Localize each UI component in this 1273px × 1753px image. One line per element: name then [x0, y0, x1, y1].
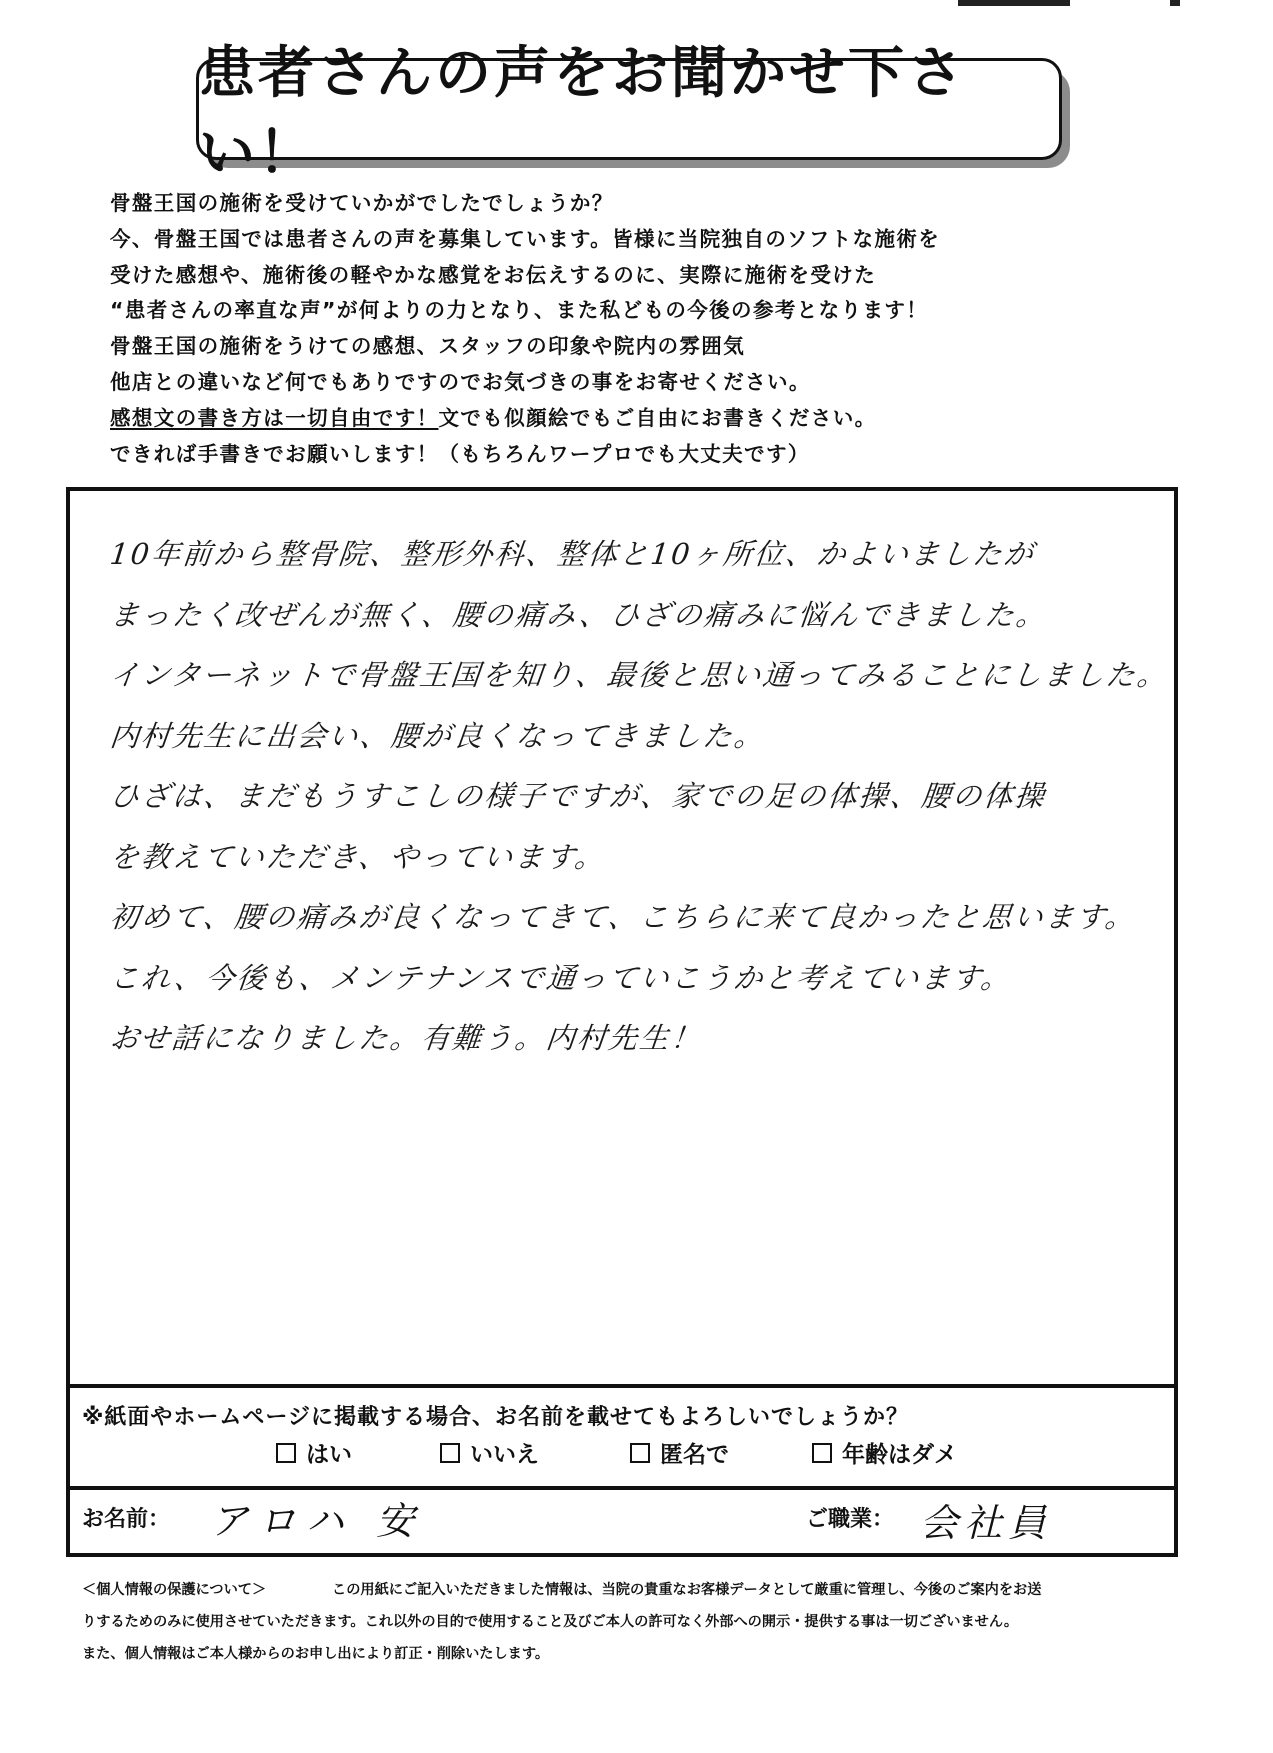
intro-line: 今、骨盤王国では患者さんの声を募集しています。皆様に当院独自のソフトな施術を — [110, 226, 941, 251]
intro-line — [110, 401, 1170, 437]
intro-line: 受けた感想や、施術後の軽やかな感覚をお伝えするのに、実際に施術を受けた — [110, 262, 877, 287]
privacy-heading: ＜個人情報の保護について＞ — [82, 1582, 267, 1598]
handwritten-line: これ、今後も、メンテナンスで通っていこうかと考えています。 — [108, 960, 1014, 995]
intro-text — [110, 186, 1170, 472]
intro-line: できれば手書きでお願いします！（もちろんワープロでも大丈夫です） — [110, 441, 810, 466]
consent-options — [0, 1436, 1273, 1476]
scan-edge-mark — [958, 0, 1070, 6]
handwritten-line: おせ話になりました。有難う。内村先生！ — [108, 1021, 704, 1055]
handwritten-line: 初めて、腰の痛みが良くなってきて、こちらに来て良かったと思います。 — [108, 900, 1138, 934]
privacy-line: また、個人情報はご本人様からのお申し出により訂正・削除いたします。 — [82, 1646, 550, 1662]
handwritten-line: 内村先生に出会い、腰が良くなってきました。 — [108, 718, 768, 753]
page-title: 患者さんの声をお聞かせ下さい！ — [199, 41, 966, 186]
privacy-text: この用紙にご記入いただきました情報は、当院の貴重なお客様データとして厳重に管理し、今後のご案内をお送 — [332, 1582, 1042, 1598]
consent-question: ※紙面やホームページに掲載する場合、お名前を載せてもよろしいでしょうか？ — [82, 1405, 909, 1430]
handwritten-comment — [108, 524, 1171, 1069]
option-anonymous-label: 匿名で — [660, 1442, 729, 1468]
checkbox-anonymous[interactable] — [630, 1443, 650, 1463]
handwritten-line: 10年前から整骨院、整形外科、整体と10ヶ所位、かよいましたが — [108, 537, 1037, 571]
intro-underlined-note: 感想文の書き方は一切自由です！ — [110, 405, 439, 430]
handwritten-line: インターネットで骨盤王国を知り、最後と思い通ってみることにしました。 — [108, 658, 1171, 692]
option-yes-label: はい — [306, 1442, 352, 1468]
option-no-age-label: 年齢はダメ — [842, 1442, 957, 1468]
intro-line: 骨盤王国の施術をうけての感想、スタッフの印象や院内の雰囲気 — [110, 334, 746, 359]
name-label: お名前： — [82, 1507, 171, 1532]
name-value[interactable]: アロハ 安 — [210, 1499, 425, 1543]
title-box — [196, 41, 1062, 186]
occupation-value[interactable]: 会社員 — [920, 1501, 1053, 1545]
privacy-line — [82, 1574, 1192, 1606]
handwritten-line: ひざは、まだもうすこしの様子ですが、家での足の体操、腰の体操 — [108, 779, 1048, 813]
privacy-notice — [82, 1574, 1192, 1670]
intro-line: 骨盤王国の施術を受けていかがでしたでしょうか？ — [110, 191, 614, 215]
intro-line: 他店との違いなど何でもありですのでお気づきの事をお寄せください。 — [110, 369, 811, 394]
checkbox-no-age[interactable] — [812, 1443, 832, 1463]
intro-line-rest: 文でも似顔絵でもご自由にお書きください。 — [438, 405, 877, 430]
option-anonymous[interactable] — [630, 1436, 729, 1469]
intro-line: “患者さんの率直な声”が何よりの力となり、また私どもの今後の参考となります！ — [110, 298, 929, 323]
checkbox-yes[interactable] — [276, 1443, 296, 1463]
option-no-label: いいえ — [470, 1442, 539, 1468]
option-no-age[interactable] — [812, 1436, 957, 1469]
privacy-line: りするためのみに使用させていただきます。これ以外の目的で使用すること及びご本人の許可なく外部への開示・提供する事は一切ございません。 — [82, 1614, 1019, 1630]
option-no[interactable] — [440, 1436, 539, 1469]
occupation-label: ご職業： — [806, 1507, 895, 1532]
handwritten-line: まったく改ぜんが無く、腰の痛み、ひざの痛みに悩んできました。 — [108, 597, 1049, 632]
scan-edge-mark — [1170, 0, 1180, 6]
checkbox-no[interactable] — [440, 1443, 460, 1463]
consent-divider — [66, 1384, 1178, 1388]
option-yes[interactable] — [276, 1436, 352, 1469]
handwritten-line: を教えていただき、やっています。 — [108, 839, 608, 874]
